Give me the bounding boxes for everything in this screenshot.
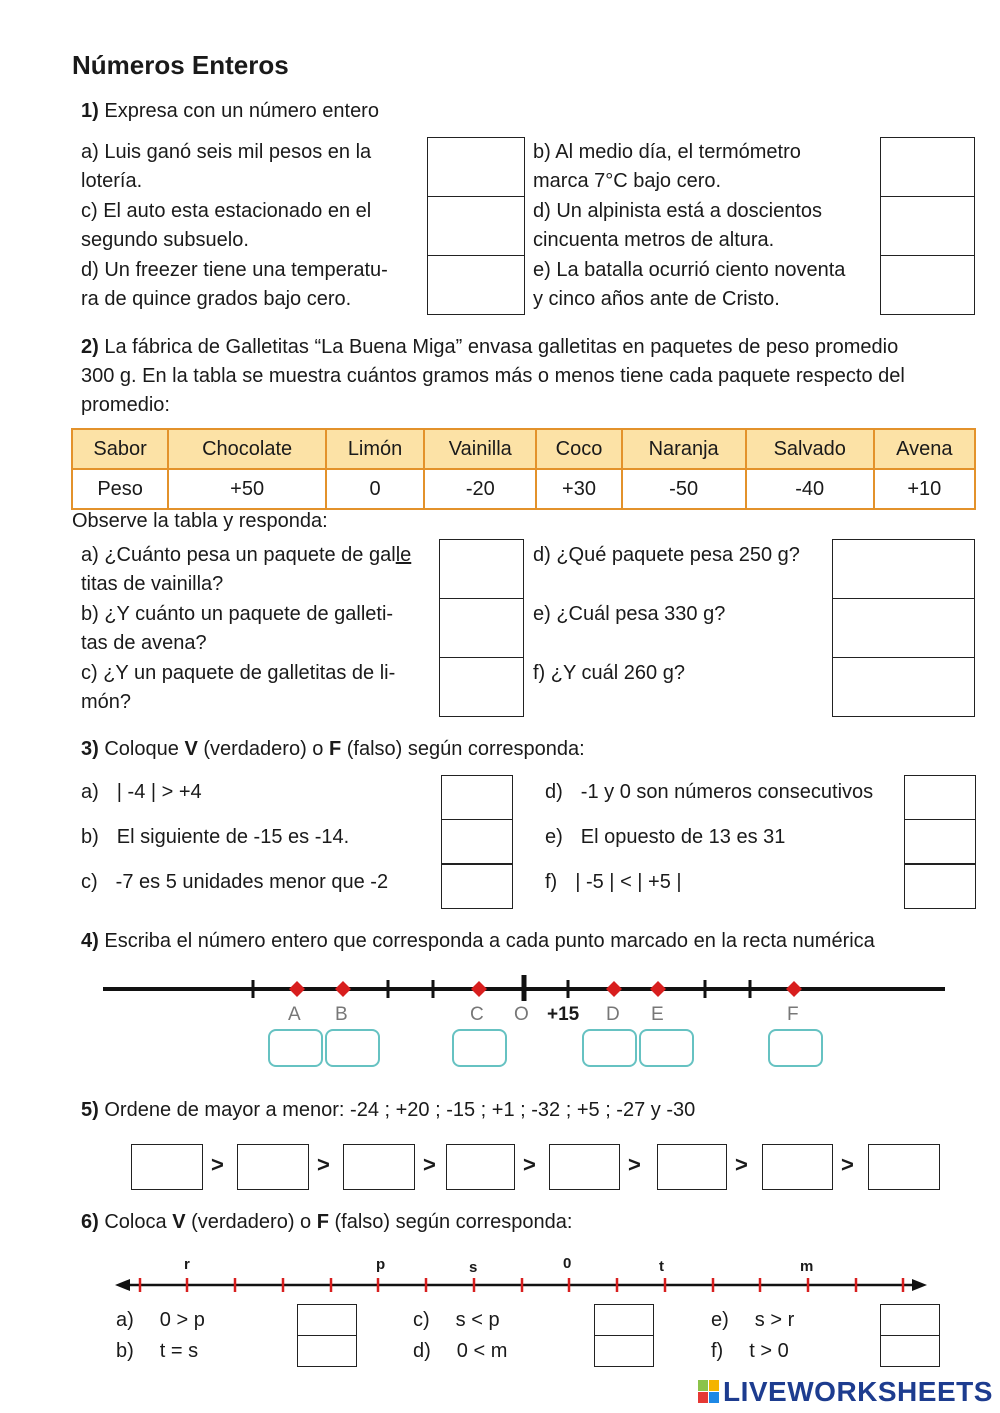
q6-label-s: s xyxy=(469,1259,478,1276)
q2-line2: 300 g. En la tabla se muestra cuántos gramos más o menos tiene cada paquete respecto del xyxy=(81,365,905,387)
q1-item-b-line2: marca 7°C bajo cero. xyxy=(533,170,722,192)
q4-point-c xyxy=(471,981,487,997)
q2-item-b-line2: tas de avena? xyxy=(81,632,207,654)
q2-observe: Observe la tabla y responda: xyxy=(72,510,328,532)
q3-text-pre: Coloque xyxy=(104,738,179,760)
q6-label-p: p xyxy=(376,1256,386,1273)
q6-label-m: m xyxy=(800,1258,814,1275)
q6-letter: b) xyxy=(116,1340,134,1362)
q4-label-e: E xyxy=(651,1004,664,1025)
q3-item-f xyxy=(545,868,682,897)
q3-letter: d) xyxy=(545,781,563,803)
q3-f: F xyxy=(328,738,342,760)
q6-letter: a) xyxy=(116,1309,134,1331)
q6-number: 6) xyxy=(81,1211,99,1233)
q1-item-a-line1: a) Luis ganó seis mil pesos en la xyxy=(81,141,372,163)
q3-item-b xyxy=(81,823,349,852)
q6-answer-d[interactable] xyxy=(594,1335,654,1367)
q2-line1: La fábrica de Galletitas “La Buena Miga” envasa galletitas en paquetes de peso promedio xyxy=(104,336,899,358)
q2-item-a xyxy=(81,541,411,599)
q1-item-e-line2: y cinco años ante de Cristo. xyxy=(533,288,780,310)
q1-item-d2-line2: ra de quince grados bajo cero. xyxy=(81,288,352,310)
q2-item-c-line2: món? xyxy=(81,691,132,713)
q6-number-line xyxy=(0,1270,1000,1300)
q5-heading xyxy=(81,1099,695,1122)
q6-label-zero: 0 xyxy=(563,1255,572,1272)
q4-point-e xyxy=(650,981,666,997)
q4-answer-c[interactable] xyxy=(452,1029,507,1067)
q2-answer-c[interactable] xyxy=(439,657,524,717)
q6-answer-b[interactable] xyxy=(297,1335,357,1367)
q6-answer-c[interactable] xyxy=(594,1304,654,1336)
q6-letter: e) xyxy=(711,1309,729,1331)
q6-left-arrow-icon xyxy=(115,1279,130,1291)
q3-statement: | -5 | < | +5 | xyxy=(575,871,682,893)
table-header-cell: Vainilla xyxy=(424,429,536,469)
q1-item-b-line1: b) Al medio día, el termómetro xyxy=(533,141,801,163)
q2-item-a-line1: a) ¿Cuánto pesa un paquete de gal xyxy=(81,544,396,566)
q3-statement: | -4 | > +4 xyxy=(116,781,202,803)
q5-gt-sign: > xyxy=(211,1152,224,1177)
q2-number: 2) xyxy=(81,336,99,358)
q2-item-c xyxy=(81,659,395,717)
table-cell: -50 xyxy=(622,469,746,509)
q3-heading xyxy=(81,738,585,761)
q2-item-d: d) ¿Qué paquete pesa 250 g? xyxy=(533,544,800,566)
q2-answer-a[interactable] xyxy=(439,539,524,599)
q2-line3: promedio: xyxy=(81,394,170,416)
q5-gt-sign: > xyxy=(735,1152,748,1177)
q3-answer-c[interactable] xyxy=(441,864,513,909)
q4-answer-b[interactable] xyxy=(325,1029,380,1067)
q5-gt-sign: > xyxy=(841,1152,854,1177)
q3-item-a xyxy=(81,778,202,807)
q1-item-d2 xyxy=(81,256,388,314)
q1-item-d xyxy=(533,197,822,255)
q3-text-end: (falso) según corresponda: xyxy=(346,738,585,760)
q2-item-c-line1: c) ¿Y un paquete de galletitas de li- xyxy=(81,662,396,684)
q3-answer-a[interactable] xyxy=(441,775,513,820)
table-cell: 0 xyxy=(326,469,424,509)
q6-right-arrow-icon xyxy=(912,1279,927,1291)
table-cell: -40 xyxy=(746,469,874,509)
table-header-cell: Avena xyxy=(874,429,975,469)
q1-answer-a[interactable] xyxy=(427,137,525,197)
q5-answer-5[interactable] xyxy=(549,1144,620,1190)
q6-statement: s < p xyxy=(455,1309,500,1331)
q5-answer-4[interactable] xyxy=(446,1144,515,1190)
q6-item-a xyxy=(116,1306,205,1335)
q2-paragraph xyxy=(81,333,905,420)
table-header-cell: Limón xyxy=(326,429,424,469)
q3-letter: e) xyxy=(545,826,563,848)
q2-item-b-line1: b) ¿Y cuánto un paquete de galleti- xyxy=(81,603,394,625)
q6-label-t: t xyxy=(659,1258,664,1275)
q2-item-b xyxy=(81,600,393,658)
q4-point-d xyxy=(606,981,622,997)
q3-letter: f) xyxy=(545,871,558,893)
q6-text-end: (falso) según corresponda: xyxy=(334,1211,573,1233)
q3-statement: El opuesto de 13 es 31 xyxy=(580,826,786,848)
weight-table-header-row xyxy=(72,429,975,469)
q1-item-d-line2: cincuenta metros de altura. xyxy=(533,229,775,251)
q6-answer-f[interactable] xyxy=(880,1335,940,1367)
table-row-label: Peso xyxy=(72,469,168,509)
q6-text-mid: (verdadero) o xyxy=(191,1211,312,1233)
q6-letter: f) xyxy=(711,1340,724,1362)
q2-item-f: f) ¿Y cuál 260 g? xyxy=(533,662,685,684)
table-header-cell: Sabor xyxy=(72,429,168,469)
q4-answer-a[interactable] xyxy=(268,1029,323,1067)
q5-gt-sign: > xyxy=(628,1152,641,1177)
q4-point-b xyxy=(335,981,351,997)
q6-item-c xyxy=(413,1306,500,1335)
q4-label-f: F xyxy=(787,1004,799,1025)
q3-statement: El siguiente de -15 es -14. xyxy=(116,826,350,848)
table-cell: -20 xyxy=(424,469,536,509)
q1-item-a xyxy=(81,138,371,196)
table-header-cell: Chocolate xyxy=(168,429,326,469)
table-cell: +10 xyxy=(874,469,975,509)
q3-text-mid: (verdadero) o xyxy=(203,738,324,760)
q5-answer-6[interactable] xyxy=(657,1144,727,1190)
liveworksheets-logo-icon xyxy=(698,1380,720,1404)
q6-letter: d) xyxy=(413,1340,431,1362)
q2-item-e: e) ¿Cuál pesa 330 g? xyxy=(533,603,726,625)
q4-point-a xyxy=(289,981,305,997)
q1-answer-d[interactable] xyxy=(880,196,975,256)
q5-text: Ordene de mayor a menor: -24 ; +20 ; -15 ; +1 ; -32 ; +5 ; -27 y -30 xyxy=(104,1099,696,1121)
q1-answer-b[interactable] xyxy=(880,137,975,197)
q4-label-o: O xyxy=(514,1004,529,1025)
q6-item-b xyxy=(116,1337,198,1366)
q1-item-a-line2: lotería. xyxy=(81,170,143,192)
q4-text: Escriba el número entero que corresponda a cada punto marcado en la recta numérica xyxy=(104,930,875,952)
q2-item-a-underlined: le xyxy=(395,544,412,566)
q1-item-c-line2: segundo subsuelo. xyxy=(81,229,249,251)
q3-answer-e[interactable] xyxy=(904,819,976,864)
q5-gt-sign: > xyxy=(317,1152,330,1177)
q3-item-c xyxy=(81,868,388,897)
q2-answer-f[interactable] xyxy=(832,657,975,717)
q3-answer-f[interactable] xyxy=(904,864,976,909)
q3-item-d xyxy=(545,778,873,807)
q4-number-line xyxy=(0,970,1000,1010)
q3-letter: c) xyxy=(81,871,98,893)
q1-answer-e[interactable] xyxy=(880,255,975,315)
q5-answer-1[interactable] xyxy=(131,1144,203,1190)
q5-answer-8[interactable] xyxy=(868,1144,940,1190)
q6-label-r: r xyxy=(184,1256,190,1273)
q4-heading xyxy=(81,930,875,953)
q1-number: 1) xyxy=(81,100,99,122)
q6-item-e xyxy=(711,1306,794,1335)
q6-letter: c) xyxy=(413,1309,430,1331)
q6-v: V xyxy=(172,1211,186,1233)
q4-answer-f[interactable] xyxy=(768,1029,823,1067)
q4-label-d: D xyxy=(606,1004,620,1025)
q1-answer-c[interactable] xyxy=(427,196,525,256)
q4-answer-e[interactable] xyxy=(639,1029,694,1067)
q5-answer-2[interactable] xyxy=(237,1144,309,1190)
weight-table-value-row xyxy=(72,469,975,509)
q6-f: F xyxy=(316,1211,329,1233)
table-cell: +30 xyxy=(536,469,621,509)
q2-answer-b[interactable] xyxy=(439,598,524,658)
q4-number: 4) xyxy=(81,930,99,952)
q5-answer-7[interactable] xyxy=(762,1144,833,1190)
q4-scale-label: +15 xyxy=(547,1004,580,1025)
q6-statement: 0 > p xyxy=(159,1309,205,1331)
q3-letter: a) xyxy=(81,781,99,803)
q1-item-b xyxy=(533,138,801,196)
q6-statement: s > r xyxy=(754,1309,795,1331)
q1-item-e-line1: e) La batalla ocurrió ciento noventa xyxy=(533,259,846,281)
q3-number: 3) xyxy=(81,738,99,760)
table-cell: +50 xyxy=(168,469,326,509)
q2-answer-d[interactable] xyxy=(832,539,975,599)
table-header-cell: Naranja xyxy=(622,429,746,469)
table-header-cell: Coco xyxy=(536,429,621,469)
weight-table xyxy=(71,428,976,510)
q1-item-c-line1: c) El auto esta estacionado en el xyxy=(81,200,372,222)
q3-v: V xyxy=(184,738,198,760)
q3-answer-d[interactable] xyxy=(904,775,976,820)
q6-text-pre: Coloca xyxy=(104,1211,167,1233)
q6-statement: t = s xyxy=(159,1340,199,1362)
q4-label-c: C xyxy=(470,1004,484,1025)
q1-item-e xyxy=(533,256,845,314)
q5-gt-sign: > xyxy=(523,1152,536,1177)
q4-answer-d[interactable] xyxy=(582,1029,637,1067)
q3-statement: -1 y 0 son números consecutivos xyxy=(580,781,874,803)
q1-heading xyxy=(81,100,379,123)
q6-statement: 0 < m xyxy=(456,1340,508,1362)
q6-item-d xyxy=(413,1337,507,1366)
q5-answer-3[interactable] xyxy=(343,1144,415,1190)
q1-item-d-line1: d) Un alpinista está a doscientos xyxy=(533,200,823,222)
q3-letter: b) xyxy=(81,826,99,848)
page-title: Números Enteros xyxy=(72,50,289,80)
q6-statement: t > 0 xyxy=(749,1340,789,1362)
q6-answer-a[interactable] xyxy=(297,1304,357,1336)
table-header-cell: Salvado xyxy=(746,429,874,469)
q2-item-a-line2: titas de vainilla? xyxy=(81,573,224,595)
q1-text: Expresa con un número entero xyxy=(104,100,379,122)
liveworksheets-logo: LIVEWORKSHEETS xyxy=(723,1376,993,1407)
q1-answer-d2[interactable] xyxy=(427,255,525,315)
q5-number: 5) xyxy=(81,1099,99,1121)
q4-label-a: A xyxy=(288,1004,301,1025)
q5-gt-sign: > xyxy=(423,1152,436,1177)
q1-item-c xyxy=(81,197,371,255)
q6-item-f xyxy=(711,1337,789,1366)
q2-answer-e[interactable] xyxy=(832,598,975,658)
q1-item-d2-line1: d) Un freezer tiene una temperatu- xyxy=(81,259,388,281)
q3-answer-b[interactable] xyxy=(441,819,513,864)
q3-statement: -7 es 5 unidades menor que -2 xyxy=(115,871,389,893)
q6-answer-e[interactable] xyxy=(880,1304,940,1336)
q6-heading xyxy=(81,1211,572,1234)
q4-point-f xyxy=(786,981,802,997)
q3-item-e xyxy=(545,823,785,852)
q4-label-b: B xyxy=(335,1004,348,1025)
